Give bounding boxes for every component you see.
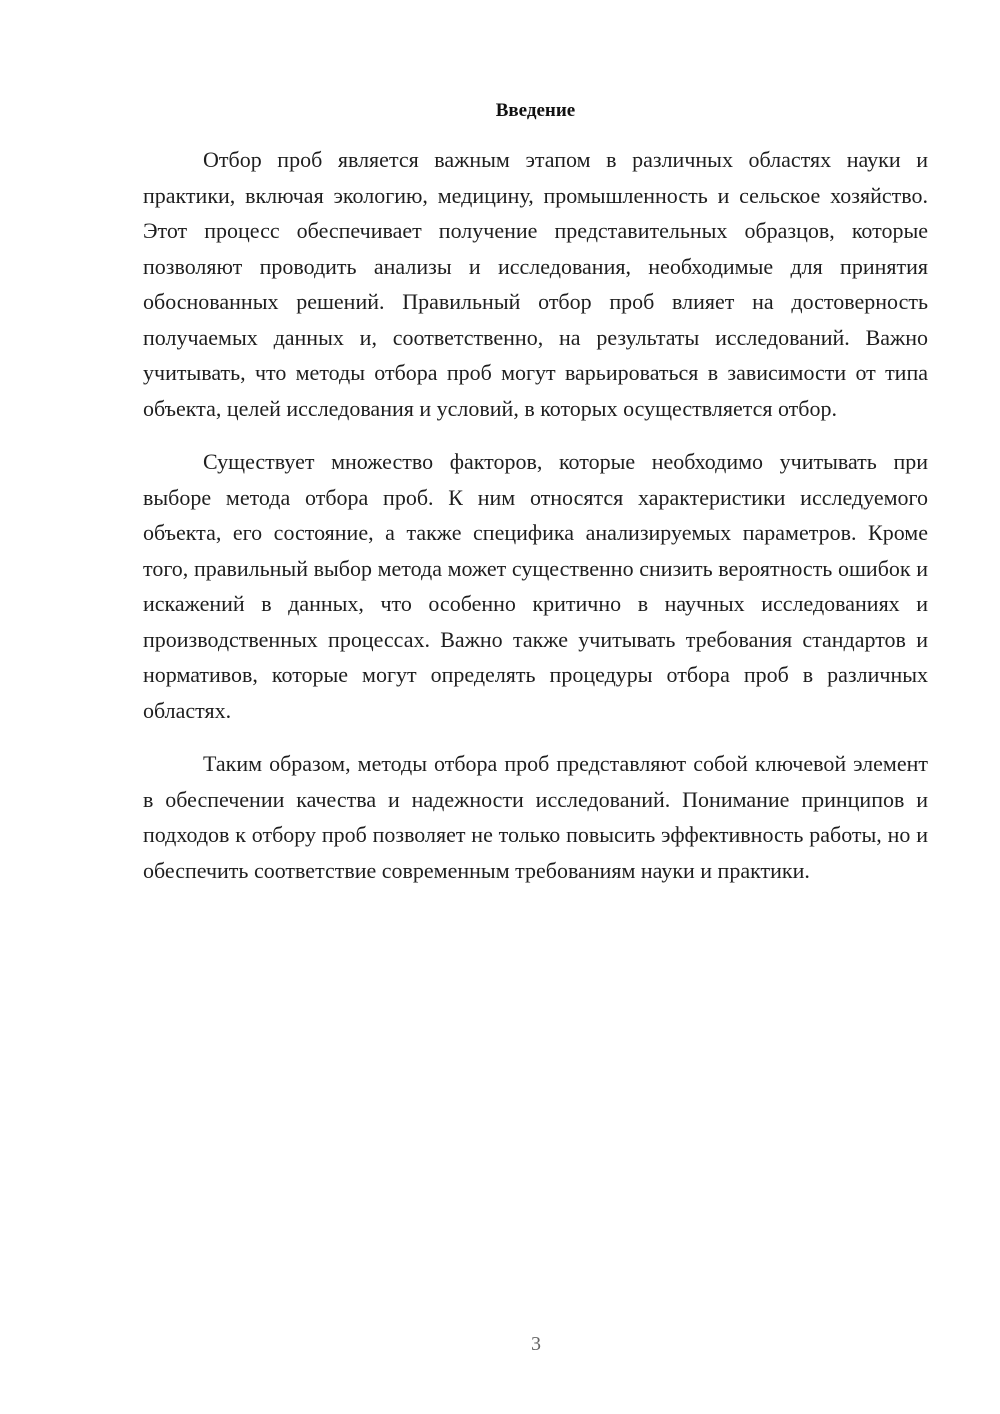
page-number: 3	[531, 1333, 541, 1355]
section-title: Введение	[495, 100, 576, 121]
paragraph-1: Отбор проб является важным этапом в различных областях науки и практики, включая экологию, медицину, промышленность и сельское хозяйство. Этот процесс обеспечивает получение представительных образцов, которые позволяют проводить анализы и исследования, необходимые для принятия обоснованных решений. Правильный отбор проб влияет на достоверность получаемых данных и, соответственно, на результаты исследований. Важно учитывать, что методы отбора проб могут варьироваться в зависимости от типа объекта, целей исследования и условий, в которых осуществляется отбор.	[143, 147, 928, 421]
paragraph-2: Существует множество факторов, которые необходимо учитывать при выборе метода отбора проб. К ним относятся характеристики исследуемого объекта, его состояние, а также специфика анализируемых параметров. Кроме того, правильный выбор метода может существенно снизить вероятность ошибок и искажений в данных, что особенно критично в научных исследованиях и производственных процессах. Важно также учитывать требования стандартов и нормативов, которые могут определять процедуры отбора проб в различных областях.	[143, 449, 928, 723]
body-text	[143, 142, 928, 906]
paragraph-3: Таким образом, методы отбора проб представляют собой ключевой элемент в обеспечении качества и надежности исследований. Понимание принципов и подходов к отбору проб позволяет не только повысить эффективность работы, но и обеспечить соответствие современным требованиям науки и практики.	[143, 751, 928, 883]
